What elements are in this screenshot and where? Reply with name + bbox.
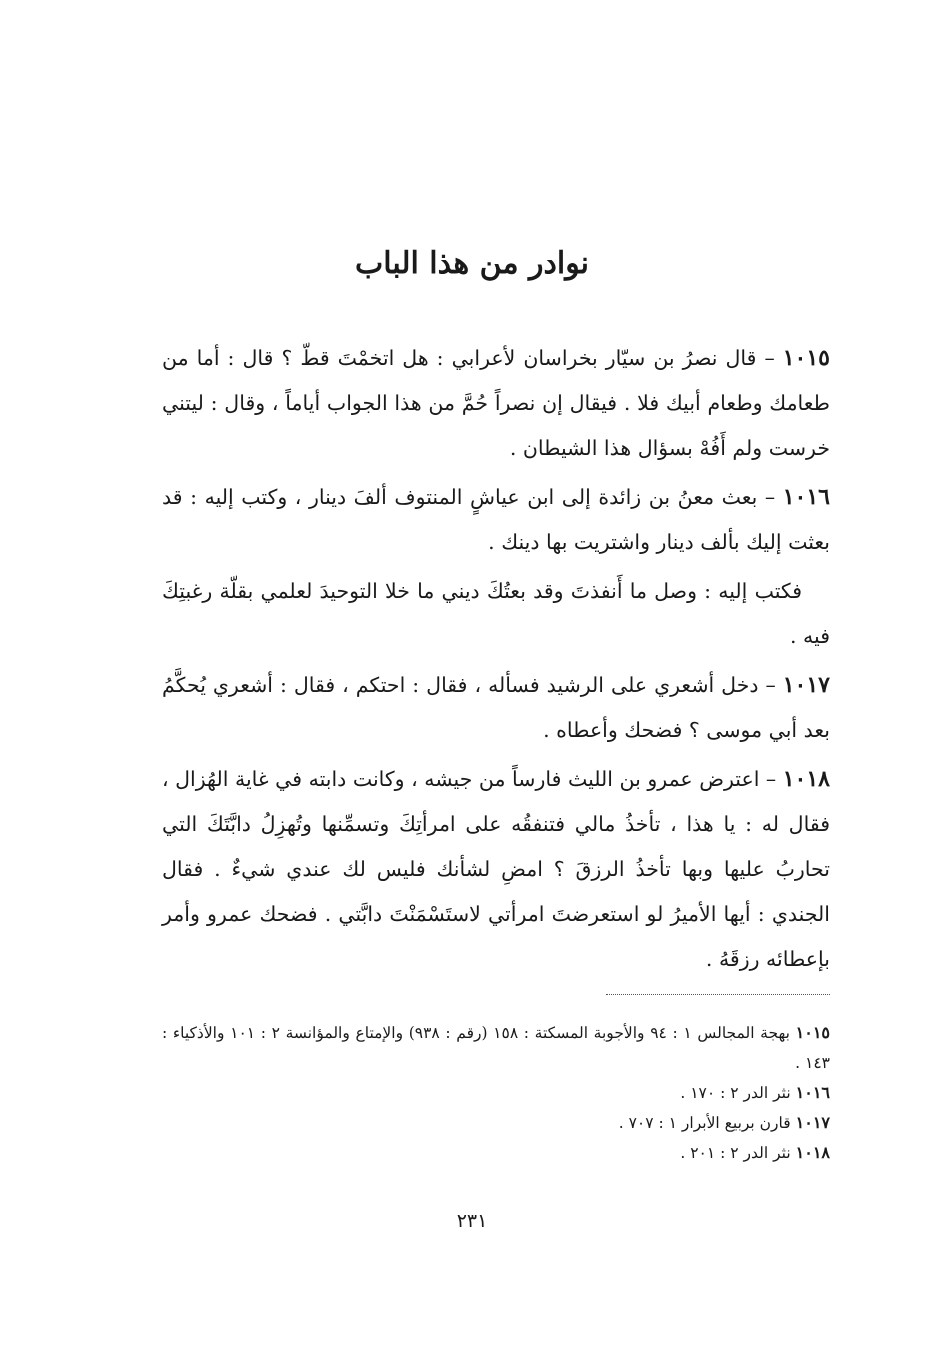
anecdote-text: فكتب إليه : وصل ما أَنفذتَ وقد بعتُكَ ديني ما خلا التوحيدَ لعلمي بقلّة رغبتِكَ فيه . (162, 579, 830, 648)
footnote-number: ١٠١٨ (795, 1143, 830, 1162)
footnote-number: ١٠١٧ (795, 1113, 830, 1132)
footnote-1017 (162, 1108, 830, 1138)
footnote-1015 (162, 1018, 830, 1078)
anecdote-1018 (162, 757, 830, 982)
main-text (162, 336, 830, 986)
anecdote-number: ١٠١٥ (782, 345, 830, 371)
anecdote-1017 (162, 663, 830, 753)
footnote-text: نثر الدر ٢ : ١٧٠ . (680, 1084, 791, 1102)
footnotes (162, 1018, 830, 1168)
footnote-text: قارن بربيع الأبرار ١ : ٧٠٧ . (618, 1114, 791, 1132)
anecdote-1016 (162, 475, 830, 565)
footnote-1018 (162, 1138, 830, 1168)
anecdote-text: – اعترض عمرو بن الليث فارساً من جيشه ، وكانت دابته في غاية الهُزال ، فقال له : يا هذا ، تأخذُ مالي فتنفقُه على امرأتِكَ وتسمِّنها وتُهزِلُ دابَّتَكَ التي تحاربُ عليها وبها تأخذُ الرزقَ ؟ امضِ لشأنك فليس لك عندي شيءٌ . فقال الجندي : أيها الأميرُ لو استعرضتَ امرأتي لاستَسْمَنْتَ دابَّتي . فضحك عمرو وأمر بإعطائه رزقَهُ . (162, 767, 830, 971)
anecdote-text: – بعث معنُ بن زائدة إلى ابن عياشٍ المنتوف ألفَ دينار ، وكتب إليه : قد بعثت إليك بألف دينار واشتريت بها دينك . (162, 485, 830, 554)
page-title: نوادر من هذا الباب (354, 246, 590, 282)
footnote-divider (606, 994, 830, 995)
anecdote-text: – قال نصرُ بن سيّار بخراسان لأعرابي : هل اتخمْتَ قطّ ؟ قال : أما من طعامك وطعام أبيك فلا . فيقال إن نصراً حُمَّ من هذا الجواب أياماً ، وقال : ليتني خرست ولم أَفُهْ بسؤال هذا الشيطان . (162, 346, 830, 460)
footnote-1016 (162, 1078, 830, 1108)
footnote-number: ١٠١٦ (795, 1083, 830, 1102)
footnote-text: نثر الدر ٢ : ٢٠١ . (680, 1144, 791, 1162)
footnote-number: ١٠١٥ (795, 1023, 830, 1042)
anecdote-number: ١٠١٨ (782, 766, 830, 792)
anecdote-number: ١٠١٦ (782, 484, 830, 510)
page-number: ٢٣١ (456, 1210, 488, 1232)
anecdote-1016-reply (162, 569, 830, 659)
anecdote-text: – دخل أشعري على الرشيد فسأله ، فقال : احتكم ، فقال : أشعري يُحكَّمُ بعد أبي موسى ؟ فضحك وأعطاه . (162, 673, 830, 742)
anecdote-1015 (162, 336, 830, 471)
anecdote-number: ١٠١٧ (782, 672, 830, 698)
footnote-text: بهجة المجالس ١ : ٩٤ والأجوبة المسكتة : ١٥٨ (رقم : ٩٣٨) والإمتاع والمؤانسة ٢ : ١٠١ والأذكياء : ١٤٣ . (162, 1024, 830, 1072)
